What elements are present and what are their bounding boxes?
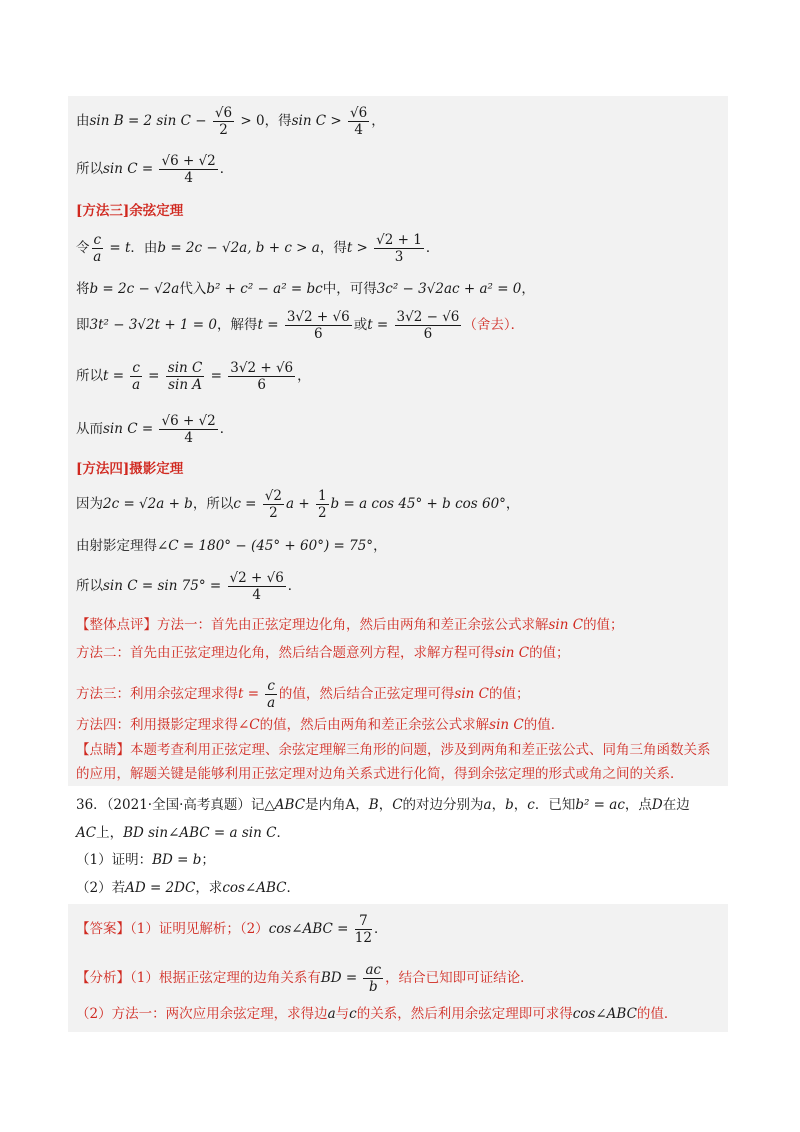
answer-line: 【答案】（1）证明见解析；（2）cos∠ABC = $\frac{7}{12}$ ．	[76, 913, 388, 946]
solution-line-8: 因为2c = √2a + b，所以c = $\frac{√2}{2}$ a + $\frac{1}{2}$ b = a cos 45° + b cos 60°，	[76, 488, 520, 521]
method-4-title: [方法四]摄影定理	[76, 461, 184, 477]
problem-36-q2: （2）若AD = 2DC，求cos∠ABC．	[76, 880, 300, 896]
solution-line-5: 即3t² − 3√2t + 1 = 0，解得t = $\frac{3√2 + √6}{6}$ 或t = $\frac{3√2 - √6}{6}$ （舍去）．	[76, 309, 525, 342]
review-line-4: 方法四：利用摄影定理求得∠C的值，然后由两角和差正余弦公式求解sin C的值．	[76, 717, 565, 733]
review-line-1: 【整体点评】方法一：首先由正弦定理边化角，然后由两角和差正余弦公式求解sin C的值；	[76, 617, 624, 633]
review-line-2: 方法二：首先由正弦定理边化角，然后结合题意列方程，求解方程可得sin C的值；	[76, 645, 570, 661]
analysis-line-1: 【分析】（1）根据正弦定理的边角关系有BD = $\frac{ac}{b}$ ，结合已知即可证结论．	[76, 962, 534, 995]
review-line-3: 方法三：利用余弦定理求得t = $\frac{c}{a}$ 的值，然后结合正弦定理可得sin C的值；	[76, 678, 530, 711]
problem-36-line-2: AC上，BD sin∠ABC = a sin C．	[76, 825, 290, 841]
analysis-line-2: （2）方法一：两次应用余弦定理，求得边a与c的关系，然后利用余弦定理即可求得cos∠ABC的值．	[76, 1006, 678, 1022]
solution-line-9: 由射影定理得∠C = 180° − (45° + 60°) = 75°，	[76, 538, 387, 554]
solution-line-10: 所以sin C = sin 75° = $\frac{√2 + √6}{4}$ ．	[76, 570, 302, 603]
solution-line-6: 所以t = $\frac{c}{a}$ = $\frac{\text{sin C}}{\text{sin A}}$ = $\frac{3√2 + √6}{6}$ ，	[76, 360, 311, 393]
tip-paragraph: 【点睛】本题考查利用正弦定理、余弦定理解三角形的问题，涉及到两角和差正弦公式、同角三角函数关系的应用，解题关键是能够利用正弦定理对边角关系式进行化简，得到余弦定理的形式或角之间的关系．	[76, 742, 711, 782]
solution-line-1: 由sin B = 2 sin C − $\frac{√6}{2}$ > 0，得sin C > $\frac{√6}{4}$ ，	[76, 105, 385, 138]
solution-line-3: 令 $\frac{c}{a}$ = t．由b = 2c − √2a, b + c > a，得t > $\frac{√2 + 1}{3}$ ．	[76, 232, 440, 265]
problem-36-q1: （1）证明：BD = b；	[76, 852, 215, 868]
solution-line-4: 将b = 2c − √2a代入b² + c² − a² = bc中，可得3c² − 3√2ac + a² = 0，	[76, 281, 535, 297]
method-3-title: [方法三]余弦定理	[76, 203, 184, 219]
solution-line-2: 所以sin C = $\frac{√6 + √2}{4}$ ．	[76, 153, 234, 186]
solution-line-7: 从而sin C = $\frac{√6 + √2}{4}$ ．	[76, 413, 234, 446]
problem-36-line-1: 36．（2021·全国·高考真题）记△ABC是内角A，B，C的对边分别为a，b，c．已知b² = ac，点D在边	[76, 797, 690, 813]
